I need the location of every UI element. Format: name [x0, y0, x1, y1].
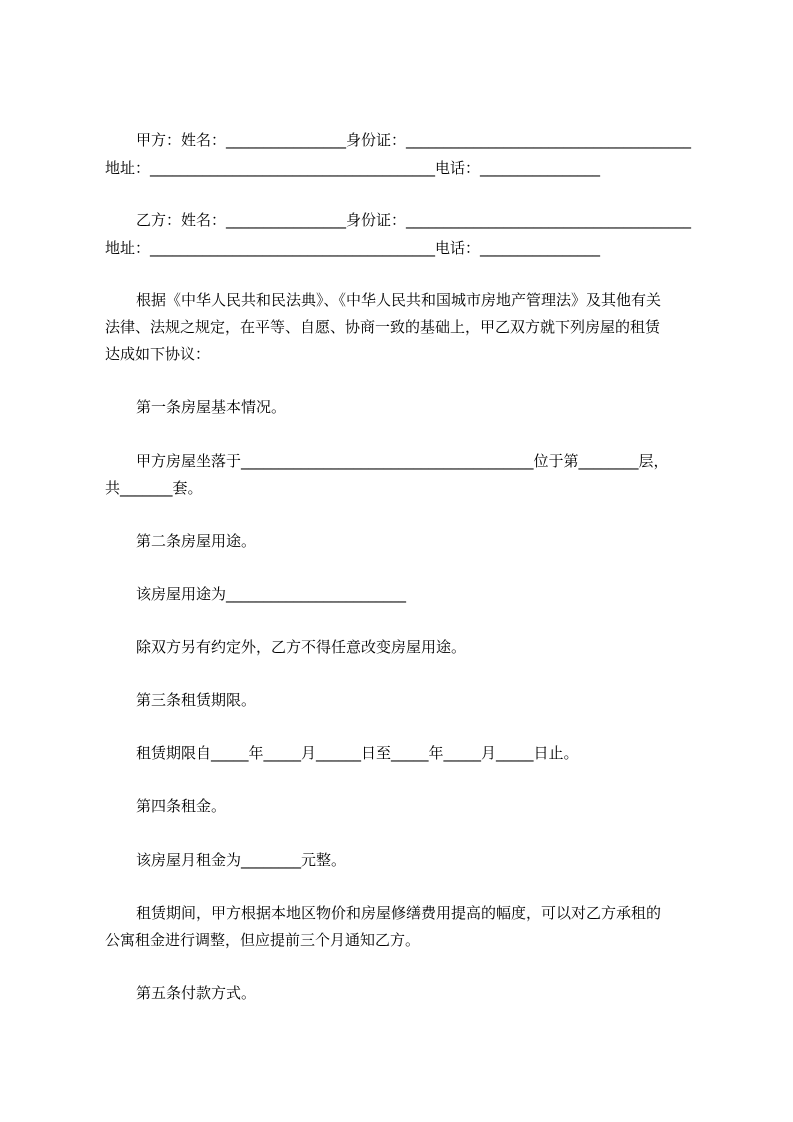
article-1-location-line: 甲方房屋坐落于_______________________________________位于第________层， [136, 452, 669, 470]
party-b-address-phone-line: 地址：______________________________________电话：________________ [105, 239, 601, 257]
article-3-term-line: 租赁期限自_____年_____月______日至_____年_____月_____日止。 [136, 744, 579, 762]
article-4-adjustment-line-2: 公寓租金进行调整，但应提前三个月通知乙方。 [105, 931, 421, 949]
article-3-heading: 第三条租赁期限。 [136, 691, 257, 709]
article-4-adjustment-line-1: 租赁期间，甲方根据本地区物价和房屋修缮费用提高的幅度，可以对乙方承租的 [136, 904, 662, 922]
article-5-heading: 第五条付款方式。 [136, 984, 257, 1002]
article-2-heading: 第二条房屋用途。 [136, 532, 257, 550]
party-b-name-id-line: 乙方：姓名：________________身份证：______________________________________ [136, 211, 692, 229]
article-1-heading: 第一条房屋基本情况。 [136, 398, 287, 416]
party-a-address-phone-line: 地址：______________________________________电话：________________ [105, 159, 601, 177]
preamble-line-1: 根据《中华人民共和民法典》、《中华人民共和国城市房地产管理法》及其他有关 [136, 291, 662, 309]
article-4-rent-line: 该房屋月租金为________元整。 [136, 851, 347, 869]
article-4-heading: 第四条租金。 [136, 797, 227, 815]
preamble-line-2: 法律、法规之规定，在平等、自愿、协商一致的基础上，甲乙双方就下列房屋的租赁 [105, 318, 661, 336]
preamble-line-3: 达成如下协议： [105, 345, 211, 363]
party-a-name-id-line: 甲方：姓名：________________身份证：______________________________________ [136, 131, 692, 149]
article-2-purpose-line: 该房屋用途为________________________ [136, 585, 407, 603]
article-1-units-line: 共_______套。 [105, 479, 203, 497]
article-2-restriction-line: 除双方另有约定外，乙方不得任意改变房屋用途。 [136, 638, 467, 656]
